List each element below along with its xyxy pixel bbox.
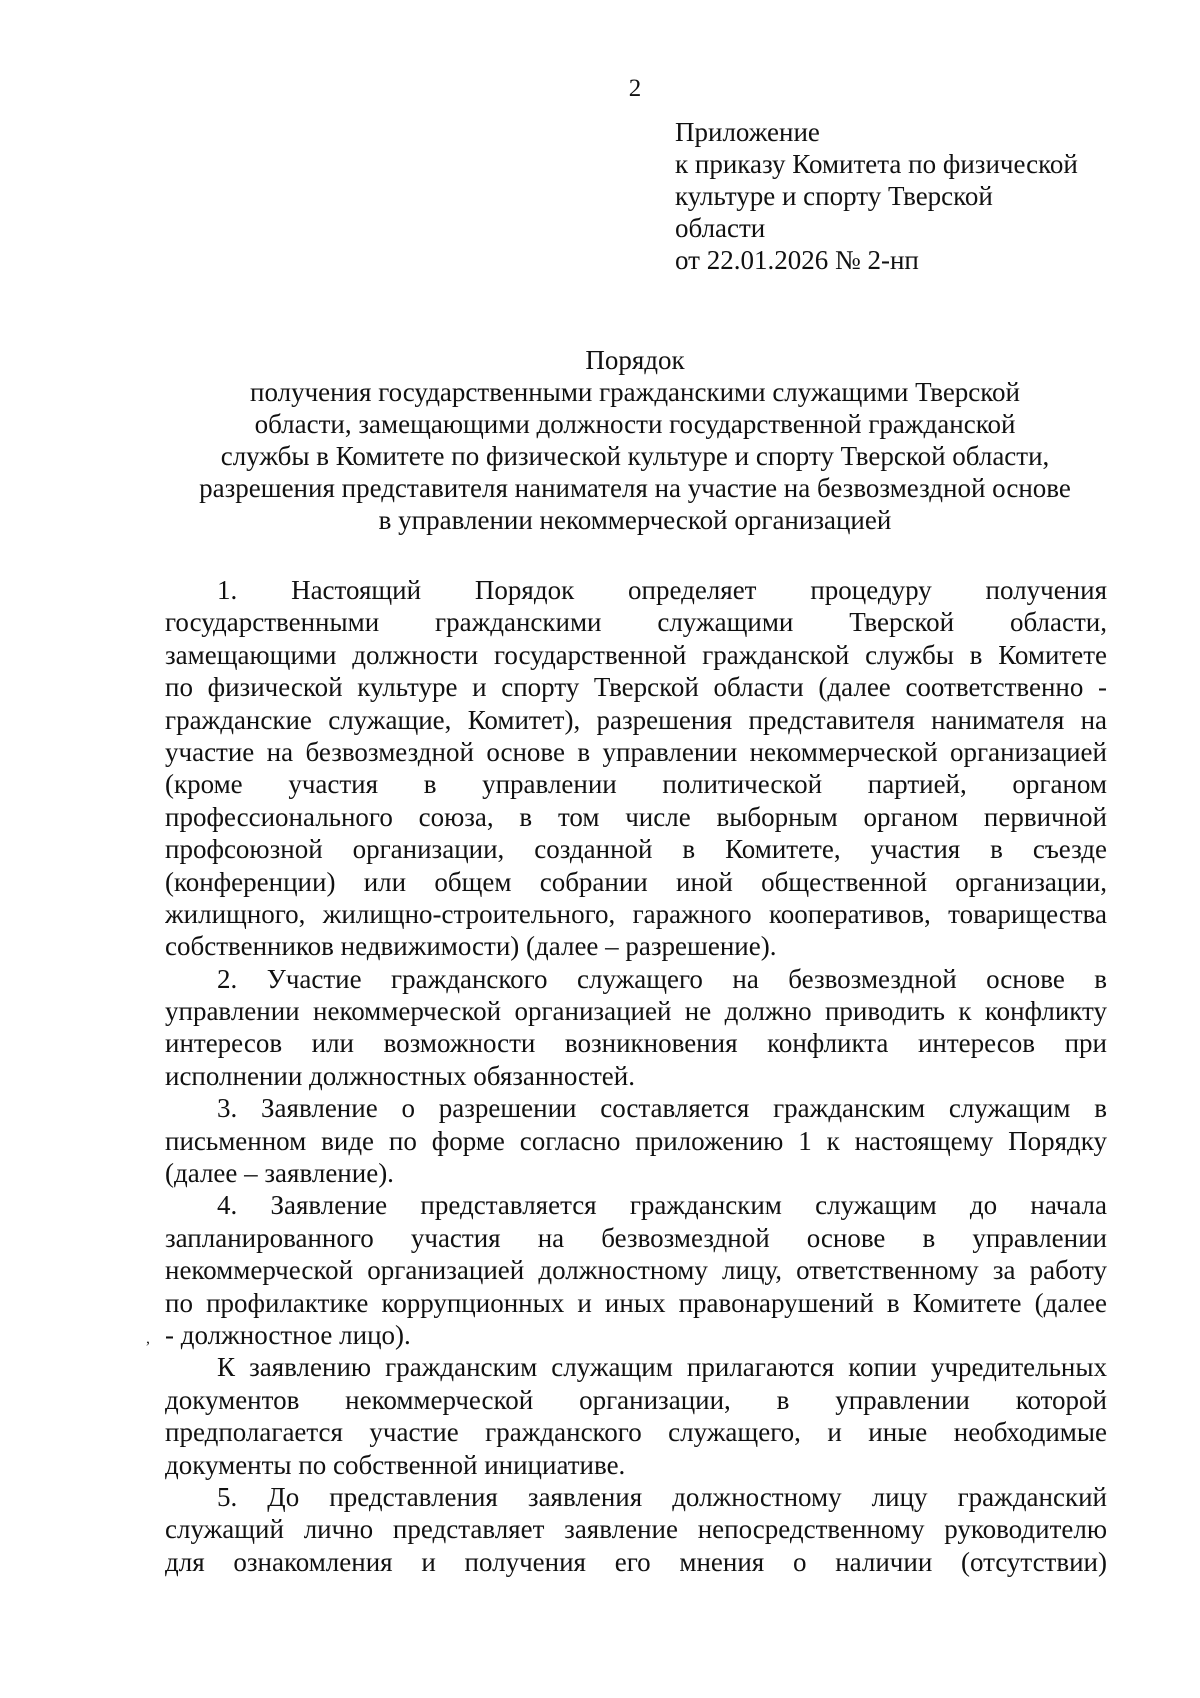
body-line: документы по собственной инициативе. [165,1449,626,1480]
title-heading: Порядок [585,345,685,375]
body-line: жилищного, жилищно-строительного, гаражного кооперативов, товарищества [165,898,1107,929]
body-line: письменном виде по форме согласно приложению 1 к настоящему Порядку [165,1125,1107,1156]
annex-line: от 22.01.2026 № 2-нп [675,245,919,275]
body-line: по физической культуре и спорту Тверской области (далее соответственно - [165,672,1107,703]
body-line: профсоюзной организации, созданной в Комитете, участия в съезде [165,834,1107,865]
document-title [160,344,1110,536]
body-line: документов некоммерческой организации, в управлении которой [165,1384,1107,1415]
annex-line: Приложение [675,117,820,147]
body-line: К заявлению гражданским служащим прилагаются копии учредительных [217,1352,1107,1383]
body-line: 2. Участие гражданского служащего на безвозмездной основе в [217,963,1107,994]
body-line: интересов или возможности возникновения конфликта интересов при [165,1028,1107,1059]
title-line: области, замещающими должности государственной гражданской [254,409,1016,439]
body-line: собственников недвижимости) (далее – разрешение). [165,931,777,962]
page-number: 2 [628,75,642,102]
body-line: участие на безвозмездной основе в управлении некоммерческой организацией [165,736,1107,767]
body-line: запланированного участия на безвозмездной основе в управлении [165,1222,1107,1253]
scan-mark: , [146,1330,150,1347]
body-line: государственными гражданскими служащими Тверской области, [165,607,1107,638]
body-line: по профилактике коррупционных и иных правонарушений в Комитете (далее [165,1287,1107,1318]
title-line: в управлении некоммерческой организацией [378,505,892,535]
body-line: (кроме участия в управлении политической партией, органом [165,769,1107,800]
body-line: управлении некоммерческой организацией не должно приводить к конфликту [165,996,1107,1027]
annex-line: к приказу Комитета по физической [675,149,1078,179]
title-line: службы в Комитете по физической культуре и спорту Тверской области, [220,441,1050,471]
body-line: 1. Настоящий Порядок определяет процедуру получения [217,575,1107,605]
annex-line: области [675,213,766,243]
body-line: предполагается участие гражданского служащего, и иные необходимые [165,1417,1107,1448]
body-line: 5. До представления заявления должностному лицу гражданский [217,1481,1107,1512]
body-line: 3. Заявление о разрешении составляется гражданским служащим в [217,1093,1107,1124]
body-line: (конференции) или общем собрании иной общественной организации, [165,866,1107,897]
annex-block [675,116,1115,276]
body-line: профессионального союза, в том числе выборным органом первичной [165,801,1107,832]
body-line: (далее – заявление). [165,1158,394,1189]
annex-line: культуре и спорту Тверской [675,181,993,211]
body-line: гражданские служащие, Комитет), разрешения представителя нанимателя на [165,704,1107,735]
body-line: для ознакомления и получения его мнения о наличии (отсутствии) [165,1546,1107,1577]
body-line: некоммерческой организацией должностному лицу, ответственному за работу [165,1255,1107,1286]
body-line: исполнении должностных обязанностей. [165,1060,635,1091]
title-line: получения государственными гражданскими служащими Тверской [250,377,1020,407]
title-line: разрешения представителя нанимателя на участие на безвозмездной основе [199,473,1071,503]
body-line: 4. Заявление представляется гражданским служащим до начала [217,1190,1107,1221]
body-line: служащий лично представляет заявление непосредственному руководителю [165,1514,1107,1545]
document-body [165,574,1107,1578]
body-line: замещающими должности государственной гражданской службы в Комитете [165,639,1107,670]
body-line: - должностное лицо). [165,1319,411,1350]
